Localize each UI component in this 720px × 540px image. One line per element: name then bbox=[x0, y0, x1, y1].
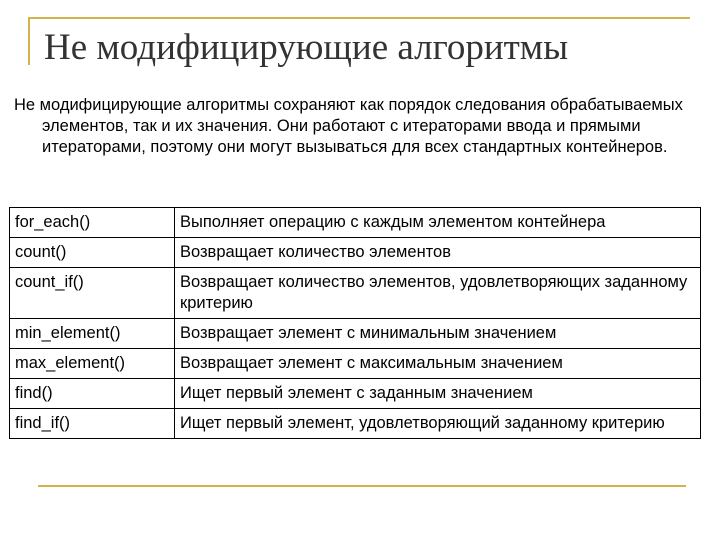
algorithm-description: Возвращает количество элементов, удовлетворяющих заданному критерию bbox=[175, 268, 701, 319]
top-decor-line bbox=[28, 17, 690, 19]
table-row bbox=[10, 379, 701, 409]
algorithm-name: count_if() bbox=[10, 268, 175, 319]
algorithm-name: count() bbox=[10, 238, 175, 268]
table-row bbox=[10, 238, 701, 268]
algorithm-description: Выполняет операцию с каждым элементом контейнера bbox=[175, 208, 701, 238]
intro-paragraph: Не модифицирующие алгоритмы сохраняют как порядок следования обрабатываемых элементов, так и их значения. Они работают с итераторами ввода и прямыми итераторами, поэтому они могут вызываться для всех стандартных контейнеров. bbox=[14, 96, 683, 156]
algorithm-description: Ищет первый элемент с заданным значением bbox=[175, 379, 701, 409]
left-decor-line bbox=[28, 17, 30, 65]
algorithm-description: Ищет первый элемент, удовлетворяющий заданному критерию bbox=[175, 409, 701, 439]
slide-title: Не модифицирующие алгоритмы bbox=[44, 27, 569, 68]
algorithm-description: Возвращает элемент с минимальным значением bbox=[175, 319, 701, 349]
bottom-decor-line bbox=[38, 485, 686, 487]
algorithm-name: for_each() bbox=[10, 208, 175, 238]
algorithm-name: find() bbox=[10, 379, 175, 409]
algorithm-description: Возвращает количество элементов bbox=[175, 238, 701, 268]
table-row bbox=[10, 319, 701, 349]
table-row bbox=[10, 349, 701, 379]
algorithms-table bbox=[9, 207, 701, 439]
table-row bbox=[10, 208, 701, 238]
algorithm-name: max_element() bbox=[10, 349, 175, 379]
algorithm-description: Возвращает элемент с максимальным значением bbox=[175, 349, 701, 379]
table-row bbox=[10, 268, 701, 319]
algorithm-name: min_element() bbox=[10, 319, 175, 349]
algorithm-name: find_if() bbox=[10, 409, 175, 439]
table-row bbox=[10, 409, 701, 439]
